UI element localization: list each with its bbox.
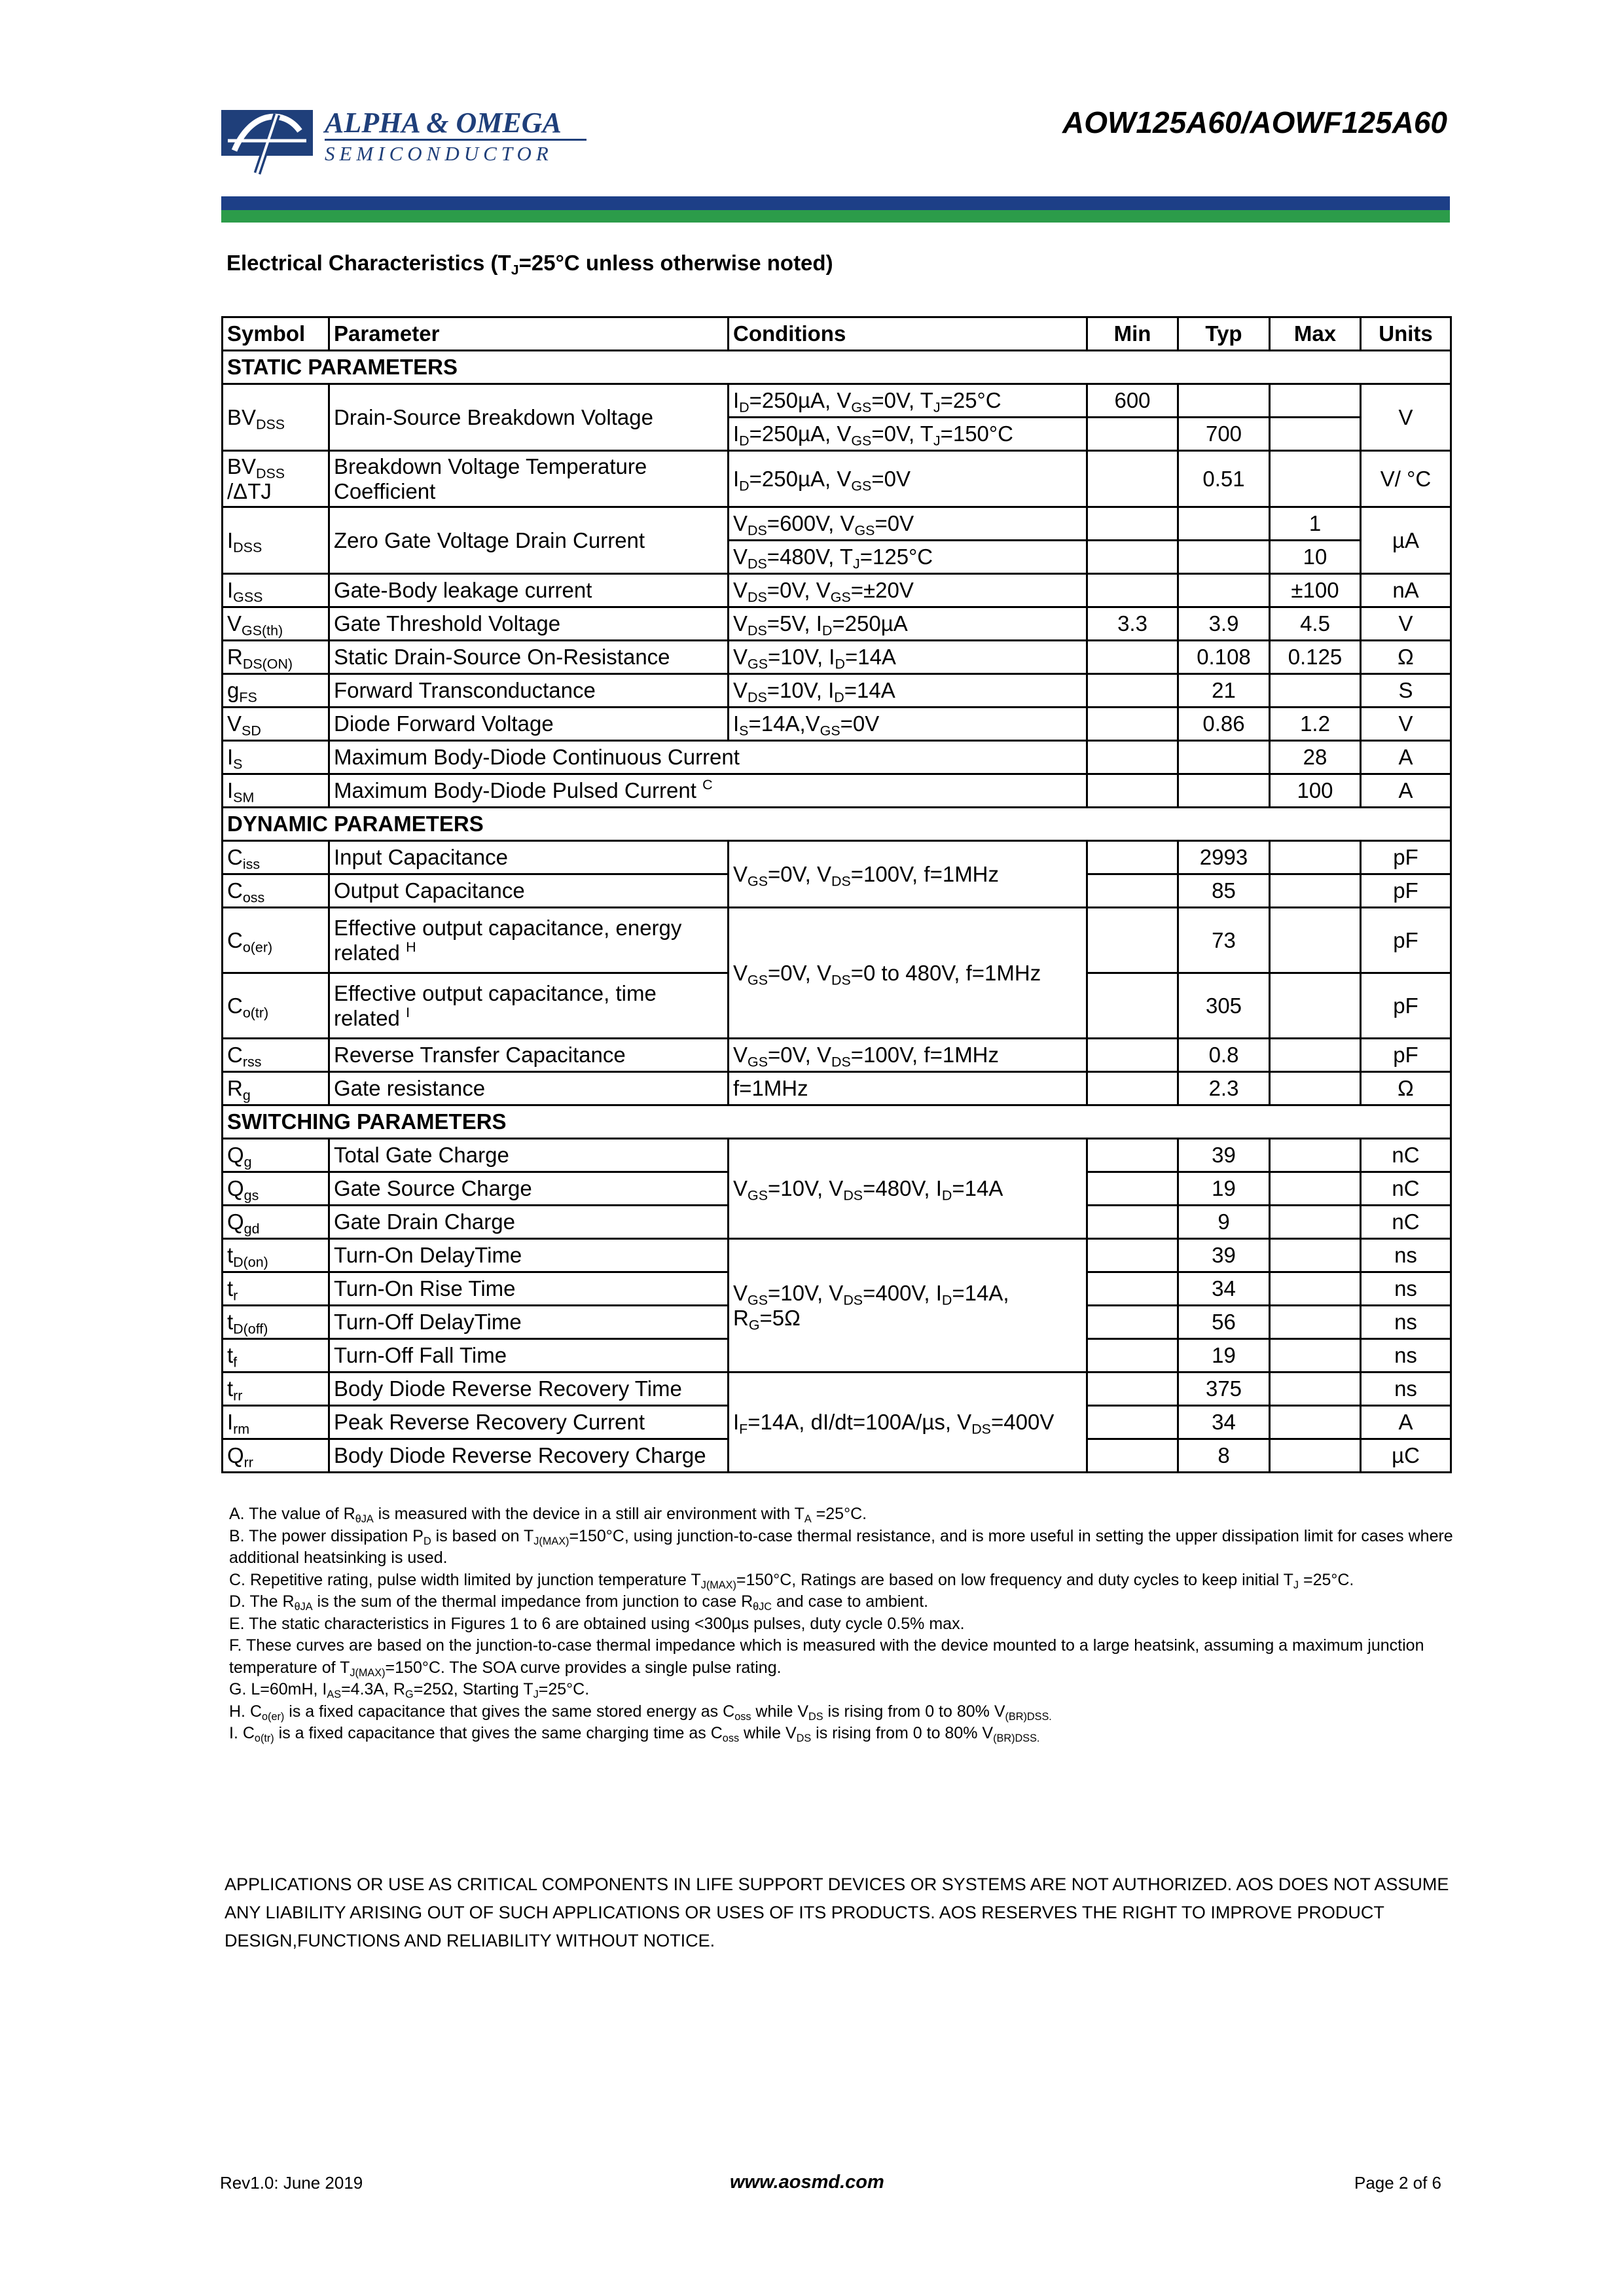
max-cell: 1.2 [1270,708,1361,741]
header-max: Max [1270,317,1361,351]
parameter-cell: Body Diode Reverse Recovery Time [329,1372,729,1406]
parameter-cell: Gate Threshold Voltage [329,607,729,641]
symbol-cell: $BV_{DSS}$ [223,384,329,451]
min-cell [1087,1306,1178,1339]
symbol-cell: $BV_{DSS}$ /ΔTJ [223,451,329,507]
conditions-cell: $I_D=250\mu A$, $V_{GS}=0V$, $T_J=150^\circ C$ [729,418,1087,451]
parameter-cell: Maximum Body-Diode Continuous Current [329,741,1087,774]
conditions-cell: $V_{GS}=10V$, $I_D=14A$ [729,641,1087,674]
typ-cell: 56 [1178,1306,1270,1339]
typ-cell [1178,541,1270,574]
table-row [223,384,1451,418]
note-f: F. These curves are based on the junction-to-case thermal impedance which is measured with the device mounted to a large heatsink, assuming a maximum junction temperature of $T_{J(MAX)}=150^\circ C$. The SOA curve provides a single pulse rating. [229,1636,1424,1679]
units-cell: pF [1361,973,1451,1039]
parameter-cell: Turn-On DelayTime [329,1239,729,1272]
units-cell: pF [1361,908,1451,973]
parameter-cell: Static Drain-Source On-Resistance [329,641,729,674]
header-typ: Typ [1178,317,1270,351]
symbol-cell: $R_g$ [223,1072,329,1105]
max-cell: ±100 [1270,574,1361,607]
min-cell [1087,1072,1178,1105]
header-green-bar [221,210,1450,223]
units-cell: ns [1361,1239,1451,1272]
conditions-cell: $I_D=250\mu A$, $V_{GS}=0V$, $T_J=25^\circ C$ [729,384,1087,418]
note-i: I. $C_{o(tr)}$ is a fixed capacitance that gives the same charging time as $C_{oss}$ while $V_{DS}$ is rising from 0 to 80% $V_{(BR)DSS.}$ [229,1724,1040,1744]
symbol-cell: $C_{o(tr)}$ [223,973,329,1039]
typ-cell: 700 [1178,418,1270,451]
table-row [223,451,1451,507]
max-cell [1270,1306,1361,1339]
section-row-dynamic [223,808,1451,841]
symbol-cell: $V_{GS(th)}$ [223,607,329,641]
symbol-cell: $C_{rss}$ [223,1039,329,1072]
typ-cell [1178,384,1270,418]
min-cell [1087,674,1178,708]
table-row [223,1072,1451,1105]
symbol-cell: $C_{oss}$ [223,874,329,908]
units-cell: V [1361,384,1451,451]
table-row [223,908,1451,973]
parameter-cell: Gate Drain Charge [329,1206,729,1239]
typ-cell: 2993 [1178,841,1270,874]
note-g: G. L=60mH, $I_{AS}=4.3A$, $R_G=25\Omega$, Starting $T_J=25^\circ C$. [229,1680,590,1700]
symbol-cell: $C_{iss}$ [223,841,329,874]
section-title: Electrical Characteristics ($T_J=25^\circ C$ unless otherwise noted) [226,251,833,278]
symbol-cell: $I_{DSS}$ [223,507,329,574]
units-cell: A [1361,1406,1451,1439]
symbol-cell: $t_{rr}$ [223,1372,329,1406]
typ-cell: 73 [1178,908,1270,973]
max-cell: 0.125 [1270,641,1361,674]
min-cell [1087,541,1178,574]
min-cell [1087,874,1178,908]
units-cell: A [1361,774,1451,808]
parameter-cell: Maximum Body-Diode Pulsed Current $^C$ [329,774,1087,808]
units-cell: pF [1361,1039,1451,1072]
table-row [223,774,1451,808]
min-cell [1087,418,1178,451]
note-b: B. The power dissipation $P_D$ is based on $T_{J(MAX)}=150^\circ C$, using junction-to-case thermal resistance, and is more useful in setting the upper dissipation limit for cases where additional heatsinking is used. [229,1526,1453,1567]
min-cell [1087,1372,1178,1406]
max-cell [1270,451,1361,507]
units-cell: µC [1361,1439,1451,1473]
units-cell: nC [1361,1172,1451,1206]
conditions-cell: $I_D=250\mu A$, $V_{GS}=0V$ [729,451,1087,507]
min-cell [1087,1406,1178,1439]
parameter-cell: Turn-Off DelayTime [329,1306,729,1339]
table-row [223,607,1451,641]
typ-cell [1178,574,1270,607]
units-cell: µA [1361,507,1451,574]
parameter-cell: Body Diode Reverse Recovery Charge [329,1439,729,1473]
header-blue-bar [221,196,1450,210]
units-cell: ns [1361,1339,1451,1372]
electrical-characteristics-table [221,316,1452,1473]
typ-cell [1178,741,1270,774]
symbol-cell: $t_r$ [223,1272,329,1306]
section-row-switching [223,1105,1451,1139]
typ-cell: 19 [1178,1172,1270,1206]
parameter-cell: Diode Forward Voltage [329,708,729,741]
section-row-static [223,351,1451,384]
min-cell [1087,507,1178,541]
max-cell: 28 [1270,741,1361,774]
typ-cell [1178,774,1270,808]
units-cell: pF [1361,841,1451,874]
conditions-cell: f=1MHz [729,1072,1087,1105]
table-row [223,1039,1451,1072]
units-cell: ns [1361,1372,1451,1406]
typ-cell: 85 [1178,874,1270,908]
units-cell: ns [1361,1272,1451,1306]
min-cell [1087,1206,1178,1239]
parameter-cell: Output Capacitance [329,874,729,908]
disclaimer: APPLICATIONS OR USE AS CRITICAL COMPONENTS IN LIFE SUPPORT DEVICES OR SYSTEMS ARE NOT AUTHORIZED. AOS DOES NOT ASSUME ANY LIABILITY ARISING OUT OF SUCH APPLICATIONS OR USES OF ITS PRODUCTS. AOS RESERVES THE RIGHT TO IMPROVE PRODUCT DESIGN,FUNCTIONS AND RELIABILITY WITHOUT NOTICE. [225,1874,1449,1950]
min-cell: 3.3 [1087,607,1178,641]
table-row [223,574,1451,607]
parameter-cell: Effective output capacitance, energy related $^H$ [329,908,729,973]
typ-cell: 21 [1178,674,1270,708]
units-cell: nC [1361,1206,1451,1239]
units-cell: A [1361,741,1451,774]
table-row [223,708,1451,741]
max-cell [1270,1206,1361,1239]
min-cell [1087,708,1178,741]
parameter-cell: Reverse Transfer Capacitance [329,1039,729,1072]
min-cell [1087,574,1178,607]
note-e: E. The static characteristics in Figures 1 to 6 are obtained using <300µs pulses, duty cycle 0.5% max. [229,1614,965,1633]
max-cell [1270,1072,1361,1105]
conditions-cell: $I_S=14A,V_{GS}=0V$ [729,708,1087,741]
min-cell [1087,1172,1178,1206]
typ-cell: 0.8 [1178,1039,1270,1072]
max-cell [1270,1372,1361,1406]
footnotes [229,1503,1453,1745]
max-cell: 10 [1270,541,1361,574]
symbol-cell: $V_{SD}$ [223,708,329,741]
table-row [223,674,1451,708]
parameter-cell: Breakdown Voltage Temperature Coefficient [329,451,729,507]
max-cell [1270,908,1361,973]
max-cell: 100 [1270,774,1361,808]
typ-cell: 39 [1178,1239,1270,1272]
typ-cell: 34 [1178,1406,1270,1439]
typ-cell [1178,507,1270,541]
parameter-cell: Forward Transconductance [329,674,729,708]
units-cell: V [1361,708,1451,741]
min-cell [1087,1139,1178,1172]
max-cell [1270,1239,1361,1272]
table-row [223,1372,1451,1406]
typ-cell: 8 [1178,1439,1270,1473]
parameter-cell: Peak Reverse Recovery Current [329,1406,729,1439]
units-cell: V/ °C [1361,451,1451,507]
parameter-cell: Total Gate Charge [329,1139,729,1172]
min-cell [1087,451,1178,507]
symbol-cell: $Q_g$ [223,1139,329,1172]
header-parameter: Parameter [329,317,729,351]
units-cell: Ω [1361,1072,1451,1105]
units-cell: ns [1361,1306,1451,1339]
units-cell: pF [1361,874,1451,908]
min-cell [1087,973,1178,1039]
header-symbol: Symbol [223,317,329,351]
max-cell [1270,418,1361,451]
typ-cell: 39 [1178,1139,1270,1172]
min-cell [1087,741,1178,774]
conditions-cell: $I_F=14A$, dI/dt=100A/µs, $V_{DS}=400V$ [729,1372,1087,1473]
max-cell: 1 [1270,507,1361,541]
symbol-cell: $t_{D(off)}$ [223,1306,329,1339]
table-row [223,507,1451,541]
header-min: Min [1087,317,1178,351]
max-cell [1270,1172,1361,1206]
typ-cell: 19 [1178,1339,1270,1372]
symbol-cell: $R_{DS(ON)}$ [223,641,329,674]
note-h: H. $C_{o(er)}$ is a fixed capacitance that gives the same stored energy as $C_{oss}$ while $V_{DS}$ is rising from 0 to 80% $V_{(BR)DSS.}$ [229,1702,1052,1723]
table-row [223,641,1451,674]
parameter-cell: Gate-Body leakage current [329,574,729,607]
table-row [223,841,1451,874]
section-label: STATIC PARAMETERS [223,351,1451,384]
symbol-cell: $Q_{gd}$ [223,1206,329,1239]
conditions-cell: $V_{GS}=10V$, $V_{DS}=400V$, $I_D=14A$, $R_G=5\Omega$ [729,1239,1087,1372]
typ-cell: 0.51 [1178,451,1270,507]
brand-name: ALPHA & OMEGA [325,107,562,139]
min-cell [1087,1272,1178,1306]
max-cell [1270,1039,1361,1072]
max-cell [1270,674,1361,708]
symbol-cell: $Q_{gs}$ [223,1172,329,1206]
parameter-cell: Effective output capacitance, time related $^I$ [329,973,729,1039]
header-units: Units [1361,317,1451,351]
max-cell [1270,1272,1361,1306]
table-row [223,1139,1451,1172]
conditions-cell: $V_{DS}=5V$, $I_D=250\mu A$ [729,607,1087,641]
symbol-cell: $t_f$ [223,1339,329,1372]
max-cell [1270,874,1361,908]
table-header-row [223,317,1451,351]
conditions-cell: $V_{DS}=0V$, $V_{GS}=\pm 20V$ [729,574,1087,607]
typ-cell: 0.86 [1178,708,1270,741]
max-cell [1270,1339,1361,1372]
typ-cell: 2.3 [1178,1072,1270,1105]
typ-cell: 34 [1178,1272,1270,1306]
section-label: DYNAMIC PARAMETERS [223,808,1451,841]
parameter-cell: Drain-Source Breakdown Voltage [329,384,729,451]
units-cell: nC [1361,1139,1451,1172]
min-cell [1087,1339,1178,1372]
min-cell [1087,641,1178,674]
typ-cell: 0.108 [1178,641,1270,674]
max-cell [1270,1439,1361,1473]
symbol-cell: $Q_{rr}$ [223,1439,329,1473]
parameter-cell: Gate resistance [329,1072,729,1105]
conditions-cell: $V_{GS}=0V$, $V_{DS}=100V$, f=1MHz [729,1039,1087,1072]
conditions-cell: $V_{GS}=0V$, $V_{DS}=0$ to 480V, f=1MHz [729,908,1087,1039]
table-row [223,1239,1451,1272]
min-cell [1087,774,1178,808]
parameter-cell: Input Capacitance [329,841,729,874]
min-cell [1087,908,1178,973]
symbol-cell: $g_{FS}$ [223,674,329,708]
parameter-cell: Gate Source Charge [329,1172,729,1206]
note-d: D. The $R_{\theta JA}$ is the sum of the thermal impedance from junction to case $R_{\theta JC}$ and case to ambient. [229,1592,929,1613]
symbol-cell: $t_{D(on)}$ [223,1239,329,1272]
conditions-cell: $V_{DS}=600V$, $V_{GS}=0V$ [729,507,1087,541]
symbol-cell: $I_S$ [223,741,329,774]
conditions-cell: $V_{DS}=10V$, $I_D=14A$ [729,674,1087,708]
min-cell [1087,1239,1178,1272]
typ-cell: 375 [1178,1372,1270,1406]
symbol-cell: $I_{GSS}$ [223,574,329,607]
table-row [223,741,1451,774]
symbol-cell: $I_{rm}$ [223,1406,329,1439]
header-conditions: Conditions [729,317,1087,351]
note-a: A. The value of $R_{\theta JA}$ is measured with the device in a still air environment with $T_A =25^\circ C$. [229,1505,867,1525]
symbol-cell: $C_{o(er)}$ [223,908,329,973]
conditions-cell: $V_{GS}=10V$, $V_{DS}=480V$, $I_D=14A$ [729,1139,1087,1239]
conditions-cell: $V_{GS}=0V$, $V_{DS}=100V$, f=1MHz [729,841,1087,908]
note-c: C. Repetitive rating, pulse width limited by junction temperature $T_{J(MAX)}=150^\circ C$, Ratings are based on low frequency and duty cycles to keep initial $T_J =25^\circ C$. [229,1570,1354,1591]
units-cell: S [1361,674,1451,708]
section-label: SWITCHING PARAMETERS [223,1105,1451,1139]
company-logo [221,105,588,177]
max-cell [1270,1406,1361,1439]
part-number: AOW125A60/AOWF125A60 [1062,105,1447,139]
max-cell [1270,384,1361,418]
parameter-cell: Turn-Off Fall Time [329,1339,729,1372]
footer-page-number: Page 2 of 6 [1354,2173,1441,2193]
typ-cell: 305 [1178,973,1270,1039]
parameter-cell: Turn-On Rise Time [329,1272,729,1306]
max-cell [1270,1139,1361,1172]
max-cell [1270,973,1361,1039]
min-cell [1087,841,1178,874]
parameter-cell: Zero Gate Voltage Drain Current [329,507,729,574]
max-cell: 4.5 [1270,607,1361,641]
max-cell [1270,841,1361,874]
units-cell: V [1361,607,1451,641]
units-cell: Ω [1361,641,1451,674]
min-cell [1087,1039,1178,1072]
typ-cell: 9 [1178,1206,1270,1239]
conditions-cell: $V_{DS}=480V$, $T_J=125^\circ C$ [729,541,1087,574]
symbol-cell: $I_{SM}$ [223,774,329,808]
units-cell: nA [1361,574,1451,607]
typ-cell: 3.9 [1178,607,1270,641]
footer-revision: Rev1.0: June 2019 [220,2173,363,2193]
alpha-omega-logo-icon [221,105,313,177]
footer-website-link[interactable]: www.aosmd.com [730,2172,884,2193]
min-cell: 600 [1087,384,1178,418]
min-cell [1087,1439,1178,1473]
brand-subtitle: SEMICONDUCTOR [325,139,586,166]
